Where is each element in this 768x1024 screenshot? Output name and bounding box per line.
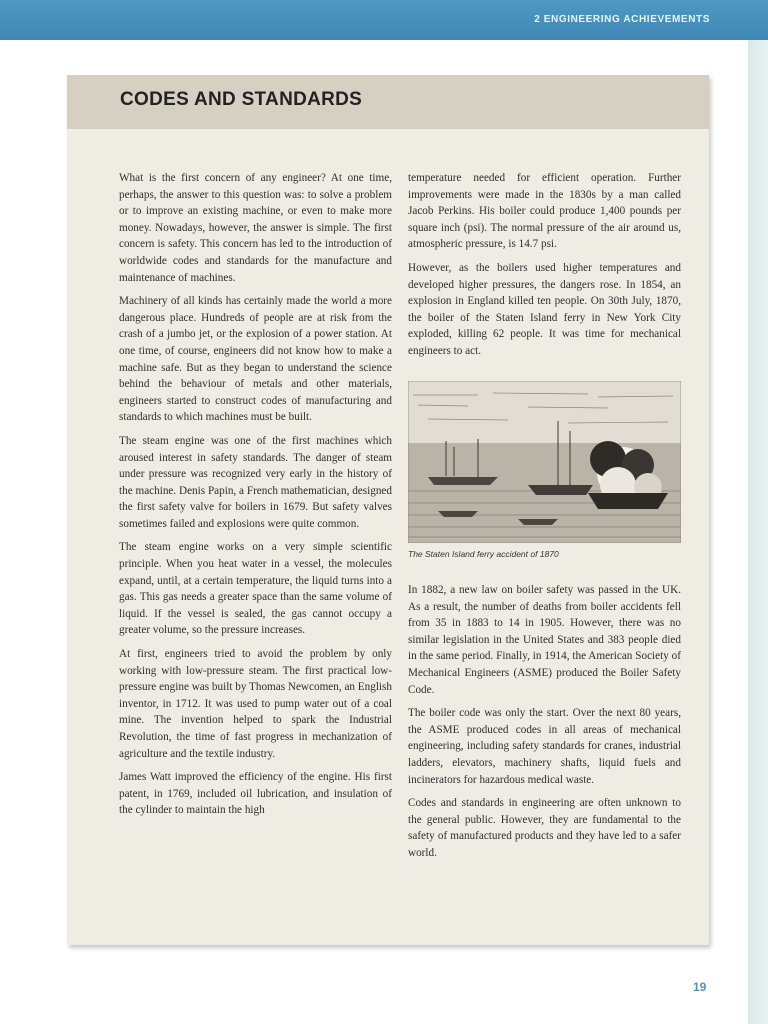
paragraph: James Watt improved the efficiency of the engine. His first patent, in 1769, included oil lubrication, and insulation of the cylinder to maintain the high — [119, 771, 392, 817]
paragraph: However, as the boilers used higher temperatures and developed higher pressures, the dangers rose. In 1854, an explosion in England killed ten people. On 30th July, 1870, the boiler of the Staten Island ferry in New York City exploded, killing 62 people. It was time for mechanical engineers to act. — [408, 261, 681, 357]
right-column-top — [408, 170, 681, 367]
paragraph: Codes and standards in engineering are often unknown to the general public. However, they are fundamental to the safety of manufactured products and they have led to a safer world. — [408, 797, 681, 859]
title-band — [67, 75, 709, 129]
paragraph: temperature needed for efficient operation. Further improvements were made in the 1830s by a man called Jacob Perkins. His boiler could produce 1,400 pounds per square inch (psi). The normal pressure of the air around us, atmospheric pressure, is 14.7 psi. — [408, 172, 681, 251]
ferry-illustration — [408, 381, 681, 543]
paragraph: The boiler code was only the start. Over the next 80 years, the ASME produced codes in all areas of mechanical engineering, including safety standards for cranes, industrial ladders, elevators, machinery shafts, liquid fuels and incinerators for hazardous medical waste. — [408, 707, 681, 786]
header-bar — [0, 0, 768, 40]
figure-caption: The Staten Island ferry accident of 1870 — [408, 549, 559, 559]
paragraph: The steam engine works on a very simple scientific principle. When you heat water in a vessel, the molecules expand, until, at a certain temperature, the liquid turns into a gas. This gas needs a greater space than the same volume of liquid. If the vessel is sealed, the gas cannot occupy a greater volume, so the pressure increases. — [119, 541, 392, 637]
page-number: 19 — [693, 980, 707, 994]
right-column-bottom — [408, 582, 681, 869]
article-panel — [67, 75, 709, 945]
paragraph: In 1882, a new law on boiler safety was passed in the UK. As a result, the number of deaths from boiler accidents fell from 35 in 1883 to 14 in 1905. However, there was no similar legislation in the United States and 383 people died in the same period. Finally, in 1914, the American Society of Mechanical Engineers (ASME) produced the Boiler Safety Code. — [408, 584, 681, 696]
paragraph: What is the first concern of any engineer? At one time, perhaps, the answer to this question was: to solve a problem or to improve an existing machine, or even to make more money. Nowadays, however, the answer is simple. The first concern is safety. This concern has led to the introduction of worldwide codes and standards for the manufacture and maintenance of machines. — [119, 172, 392, 284]
paragraph: At first, engineers tried to avoid the problem by only working with low-pressure steam. The first practical low-pressure engine was built by Thomas Newcomen, an English inventor, in 1712. It was used to pump water out of a coal mine. The invention helped to spark the Industrial Revolution, the time of fast progress in mechanization of agriculture and the textile industry. — [119, 648, 392, 760]
section-label: 2 ENGINEERING ACHIEVEMENTS — [534, 14, 710, 25]
ferry-engraving — [408, 381, 681, 543]
paragraph: Machinery of all kinds has certainly made the world a more dangerous place. Hundreds of people are at risk from the crash of a jumbo jet, or the explosion of a power station. At one time, of course, engineers did not know how to make a machine safe. But as they began to understand the science behind the behaviour of metals and other materials, engineers started to construct codes of manufacturing and standards to which machines must be built. — [119, 295, 392, 424]
left-column — [119, 170, 392, 826]
page-title: CODES AND STANDARDS — [120, 89, 363, 110]
page-edge-strip — [748, 40, 768, 1024]
paragraph: The steam engine was one of the first machines which aroused interest in safety standards. The danger of steam under pressure was recognized very early in the history of the machine. Denis Papin, a French mathematician, designed the first safety valve for boilers in 1679. But safety valves sometimes failed and explosions were quite common. — [119, 434, 392, 530]
